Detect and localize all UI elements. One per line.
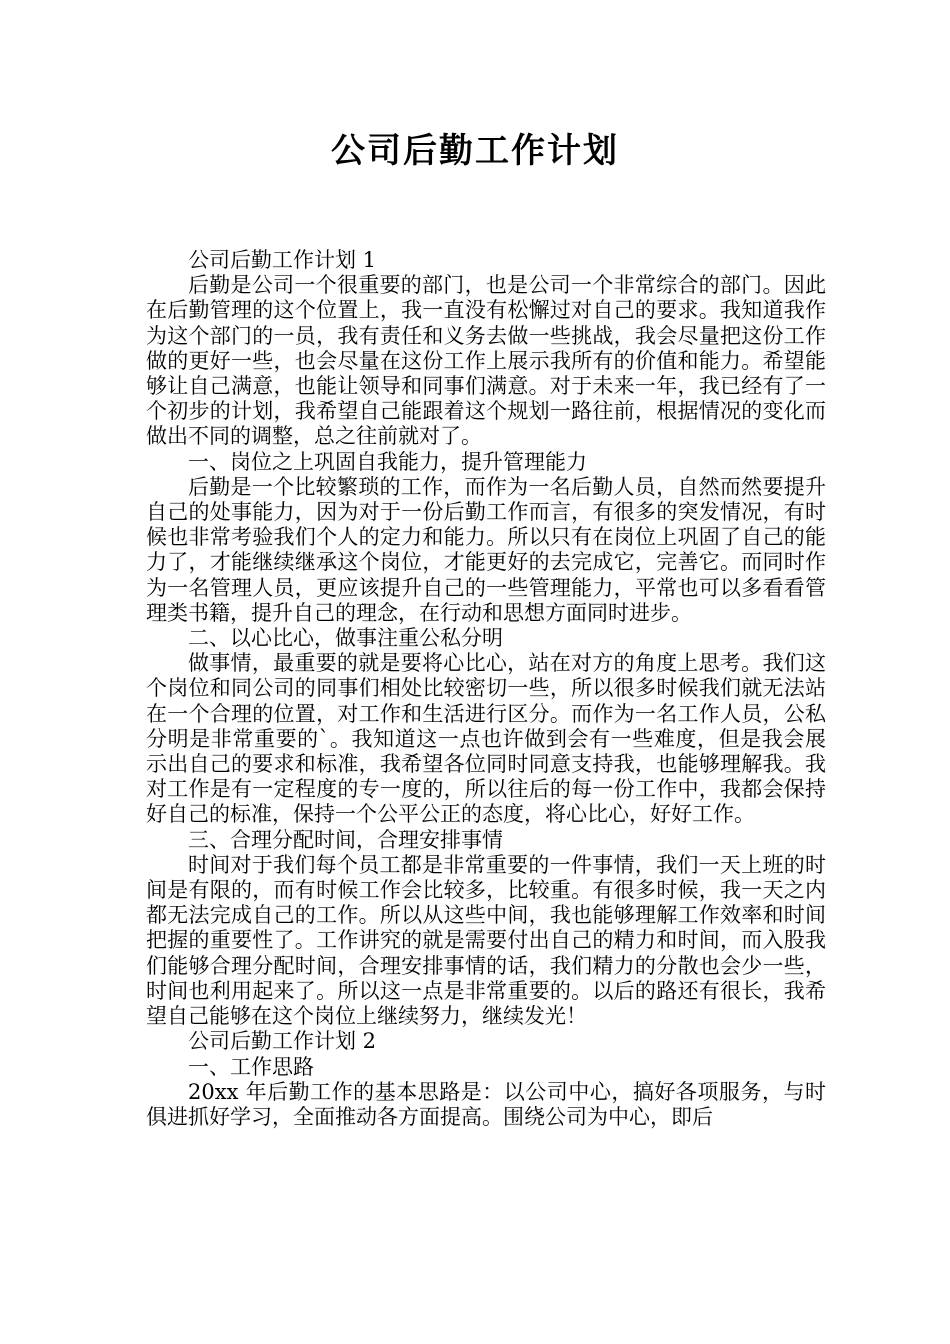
body-paragraph: 时间对于我们每个员工都是非常重要的一件事情，我们一天上班的时间是有限的，而有时候工作会比较多，比较重。有很多时候，我一天之内都无法完成自己的工作。所以从这些中间，我也能够理解工作效率和时间把握的重要性了。工作讲究的就是需要付出自己的精力和时间，而入股我们能够合理分配时间，合理安排事情的话，我们精力的分散也会少一些，时间也利用起来了。所以这一点是非常重要的。以后的路还有很长，我希望自己能够在这个岗位上继续努力，继续发光！: [146, 852, 826, 1029]
section-heading: 一、岗位之上巩固自我能力，提升管理能力: [188, 449, 587, 474]
section-heading: 一、工作思路: [188, 1054, 314, 1079]
document-title: 公司后勤工作计划: [331, 131, 619, 171]
section-heading: 三、合理分配时间，合理安排事情: [188, 827, 503, 852]
body-paragraph: 后勤是一个比较繁琐的工作，而作为一名后勤人员，自然而然要提升自己的处事能力，因为对于一份后勤工作而言，有很多的突发情况，有时候也非常考验我们个人的定力和能力。所以只有在岗位上巩固了自己的能力了，才能继续继承这个岗位，才能更好的去完成它，完善它。而同时作为一名管理人员，更应该提升自己的一些管理能力，平常也可以多看看管理类书籍，提升自己的理念，在行动和思想方面同时进步。: [146, 474, 826, 625]
document-body: [146, 248, 826, 1130]
body-paragraph: 后勤是公司一个很重要的部门，也是公司一个非常综合的部门。因此在后勤管理的这个位置上，我一直没有松懈过对自己的要求。我知道我作为这个部门的一员，我有责任和义务去做一些挑战，我会尽量把这份工作做的更好一些，也会尽量在这份工作上展示我所有的价值和能力。希望能够让自己满意，也能让领导和同事们满意。对于未来一年，我已经有了一个初步的计划，我希望自己能跟着这个规划一路往前，根据情况的变化而做出不同的调整，总之往前就对了。: [146, 273, 826, 449]
section-heading: 公司后勤工作计划 1: [188, 248, 377, 272]
body-paragraph: 做事情，最重要的就是要将心比心，站在对方的角度上思考。我们这个岗位和同公司的同事们相处比较密切一些，所以很多时候我们就无法站在一个合理的位置，对工作和生活进行区分。而作为一名工作人员，公私分明是非常重要的`。我知道这一点也许做到会有一些难度，但是我会展示出自己的要求和标准，我希望各位同时同意支持我，也能够理解我。我对工作是有一定程度的专一度的，所以往后的每一份工作中，我都会保持好自己的标准，保持一个公平公正的态度，将心比心，好好工作。: [146, 651, 826, 827]
body-paragraph: 20xx 年后勤工作的基本思路是：以公司中心，搞好各项服务，与时俱进抓好学习，全面推动各方面提高。围绕公司为中心，即后: [146, 1079, 826, 1129]
section-heading: 二、以心比心，做事注重公私分明: [188, 626, 503, 651]
section-heading: 公司后勤工作计划 2: [188, 1029, 377, 1054]
